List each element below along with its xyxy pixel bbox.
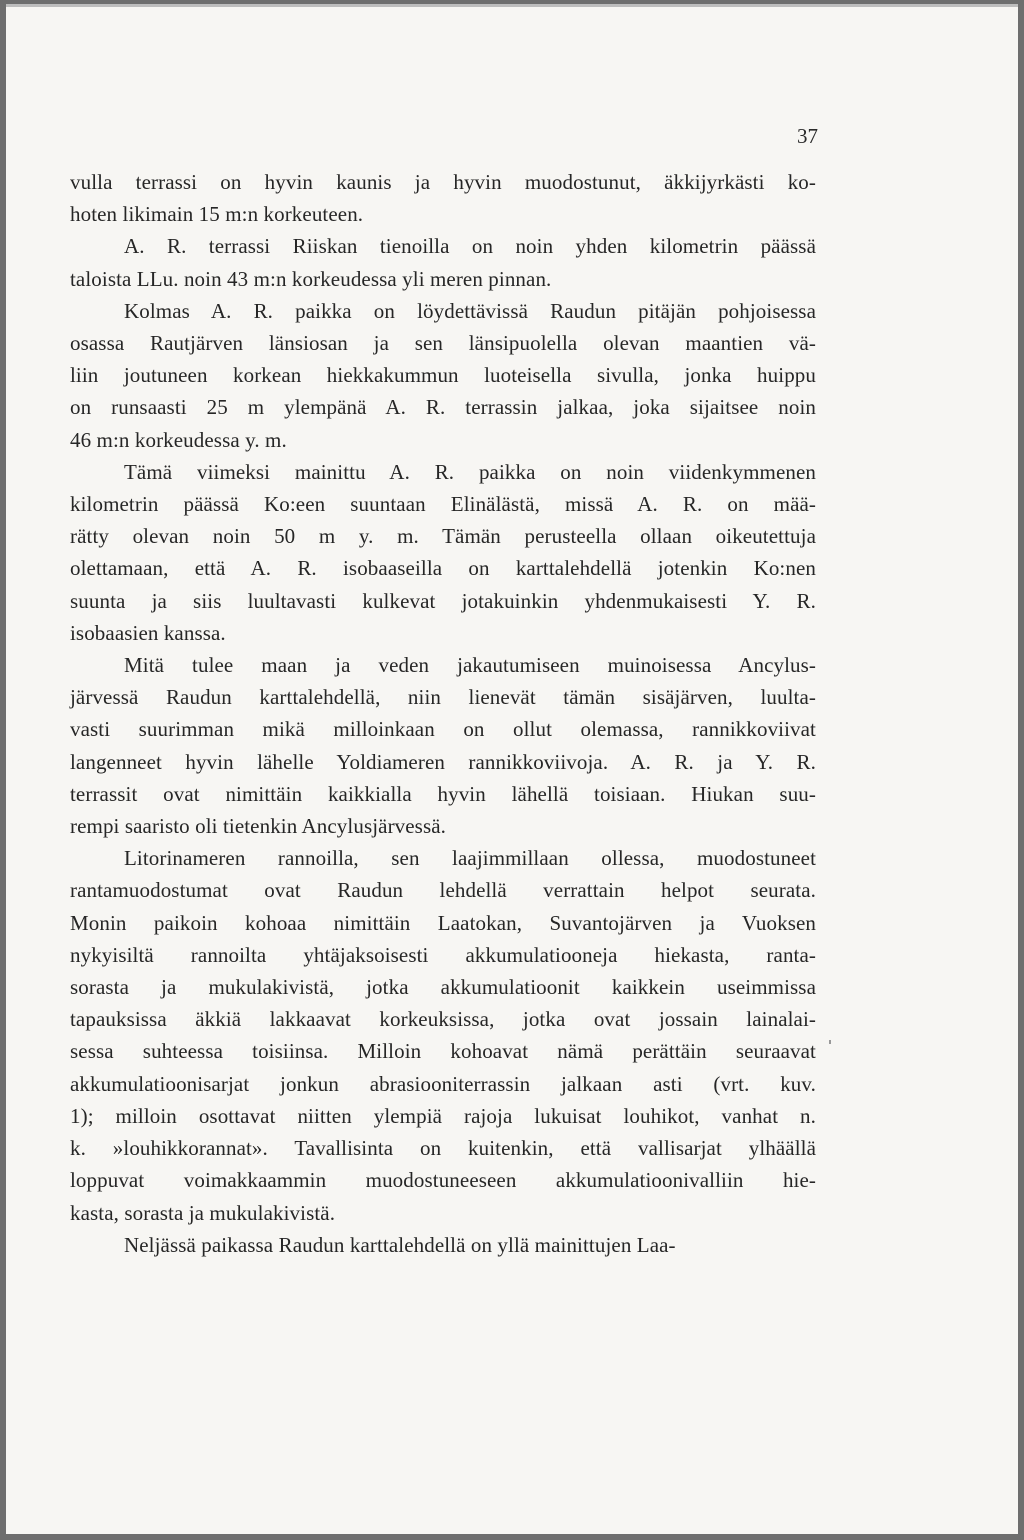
paragraph <box>70 1229 816 1261</box>
text-line: taloista LLu. noin 43 m:n korkeudessa yli meren pinnan. <box>70 266 552 291</box>
text-line: Monin paikoin kohoaa nimittäin Laatokan, Suvantojärven ja Vuoksen <box>70 910 816 935</box>
text-line: olettamaan, että A. R. isobaaseilla on karttalehdellä jotenkin Ko:nen <box>70 556 816 581</box>
text-line: Kolmas A. R. paikka on löydettävissä Raudun pitäjän pohjoisessa <box>124 298 816 323</box>
text-line: rätty olevan noin 50 m y. m. Tämän perusteella ollaan oikeutettuja <box>70 524 816 549</box>
text-line: k. »louhikkorannat». Tavallisinta on kuitenkin, että vallisarjat ylhäällä <box>70 1136 816 1161</box>
text-line: terrassit ovat nimittäin kaikkialla hyvin lähellä toisiaan. Hiukan suu- <box>70 781 816 806</box>
body-text <box>70 166 816 1261</box>
scanned-page <box>6 4 1018 1534</box>
text-line: Neljässä paikassa Raudun karttalehdellä on yllä mainittujen Laa- <box>124 1232 676 1257</box>
text-line: sorasta ja mukulakivistä, jotka akkumulatioonit kaikkein useimmissa <box>70 975 816 1000</box>
page-number: 37 <box>797 124 818 148</box>
text-line: tapauksissa äkkiä lakkaavat korkeuksissa, jotka ovat jossain lainalai- <box>70 1007 816 1032</box>
text-line: A. R. terrassi Riiskan tienoilla on noin yhden kilometrin päässä <box>124 234 816 259</box>
text-line: rantamuodostumat ovat Raudun lehdellä verrattain helpot seurata. <box>70 878 816 903</box>
text-line: Tämä viimeksi mainittu A. R. paikka on noin viidenkymmenen <box>124 459 816 484</box>
paragraph <box>70 649 816 842</box>
text-line: 1); milloin osottavat niitten ylempiä rajoja lukuisat louhikot, vanhat n. <box>70 1103 816 1128</box>
text-line: nykyisiltä rannoilta yhtäjaksoisesti akkumulatiooneja hiekasta, ranta- <box>70 942 816 967</box>
paragraph <box>70 166 816 230</box>
text-line: vasti suurimman mikä milloinkaan on ollut olemassa, rannikkoviivat <box>70 717 816 742</box>
text-line: kasta, sorasta ja mukulakivistä. <box>70 1200 336 1225</box>
scan-speck <box>829 1040 831 1044</box>
text-line: vulla terrassi on hyvin kaunis ja hyvin muodostunut, äkkijyrkästi ko- <box>70 170 816 194</box>
text-line: suunta ja siis luultavasti kulkevat jotakuinkin yhdenmukaisesti Y. R. <box>70 588 816 613</box>
text-line: on runsaasti 25 m ylempänä A. R. terrassin jalkaa, joka sijaitsee noin <box>70 395 816 420</box>
text-line: järvessä Raudun karttalehdellä, niin lienevät tämän sisäjärven, luulta- <box>70 685 816 710</box>
text-line: Mitä tulee maan ja veden jakautumiseen muinoisessa Ancylus- <box>124 653 816 678</box>
text-line: liin joutuneen korkean hiekkakummun luoteisella sivulla, jonka huippu <box>70 363 816 388</box>
paragraph <box>70 842 816 1228</box>
page-top-edge <box>6 4 1018 7</box>
text-line: Litorinameren rannoilla, sen laajimmillaan ollessa, muodostuneet <box>124 846 816 871</box>
paragraph <box>70 456 816 649</box>
text-line: akkumulatioonisarjat jonkun abrasiooniterrassin jalkaan asti (vrt. kuv. <box>70 1071 816 1096</box>
paragraph <box>70 295 816 456</box>
text-line: sessa suhteessa toisiinsa. Milloin kohoavat nämä perättäin seuraavat <box>70 1039 816 1064</box>
text-line: kilometrin päässä Ko:een suuntaan Elinälästä, missä A. R. on mää- <box>70 492 816 517</box>
text-line: osassa Rautjärven länsiosan ja sen länsipuolella olevan maantien vä- <box>70 331 816 356</box>
text-line: loppuvat voimakkaammin muodostuneeseen akkumulatioonivalliin hie- <box>70 1168 816 1193</box>
text-line: isobaasien kanssa. <box>70 620 226 645</box>
text-line: rempi saaristo oli tietenkin Ancylusjärvessä. <box>70 814 446 839</box>
text-line: langenneet hyvin lähelle Yoldiameren rannikkoviivoja. A. R. ja Y. R. <box>70 749 816 774</box>
text-line: 46 m:n korkeudessa y. m. <box>70 427 287 452</box>
text-line: hoten likimain 15 m:n korkeuteen. <box>70 202 364 227</box>
paragraph <box>70 230 816 294</box>
